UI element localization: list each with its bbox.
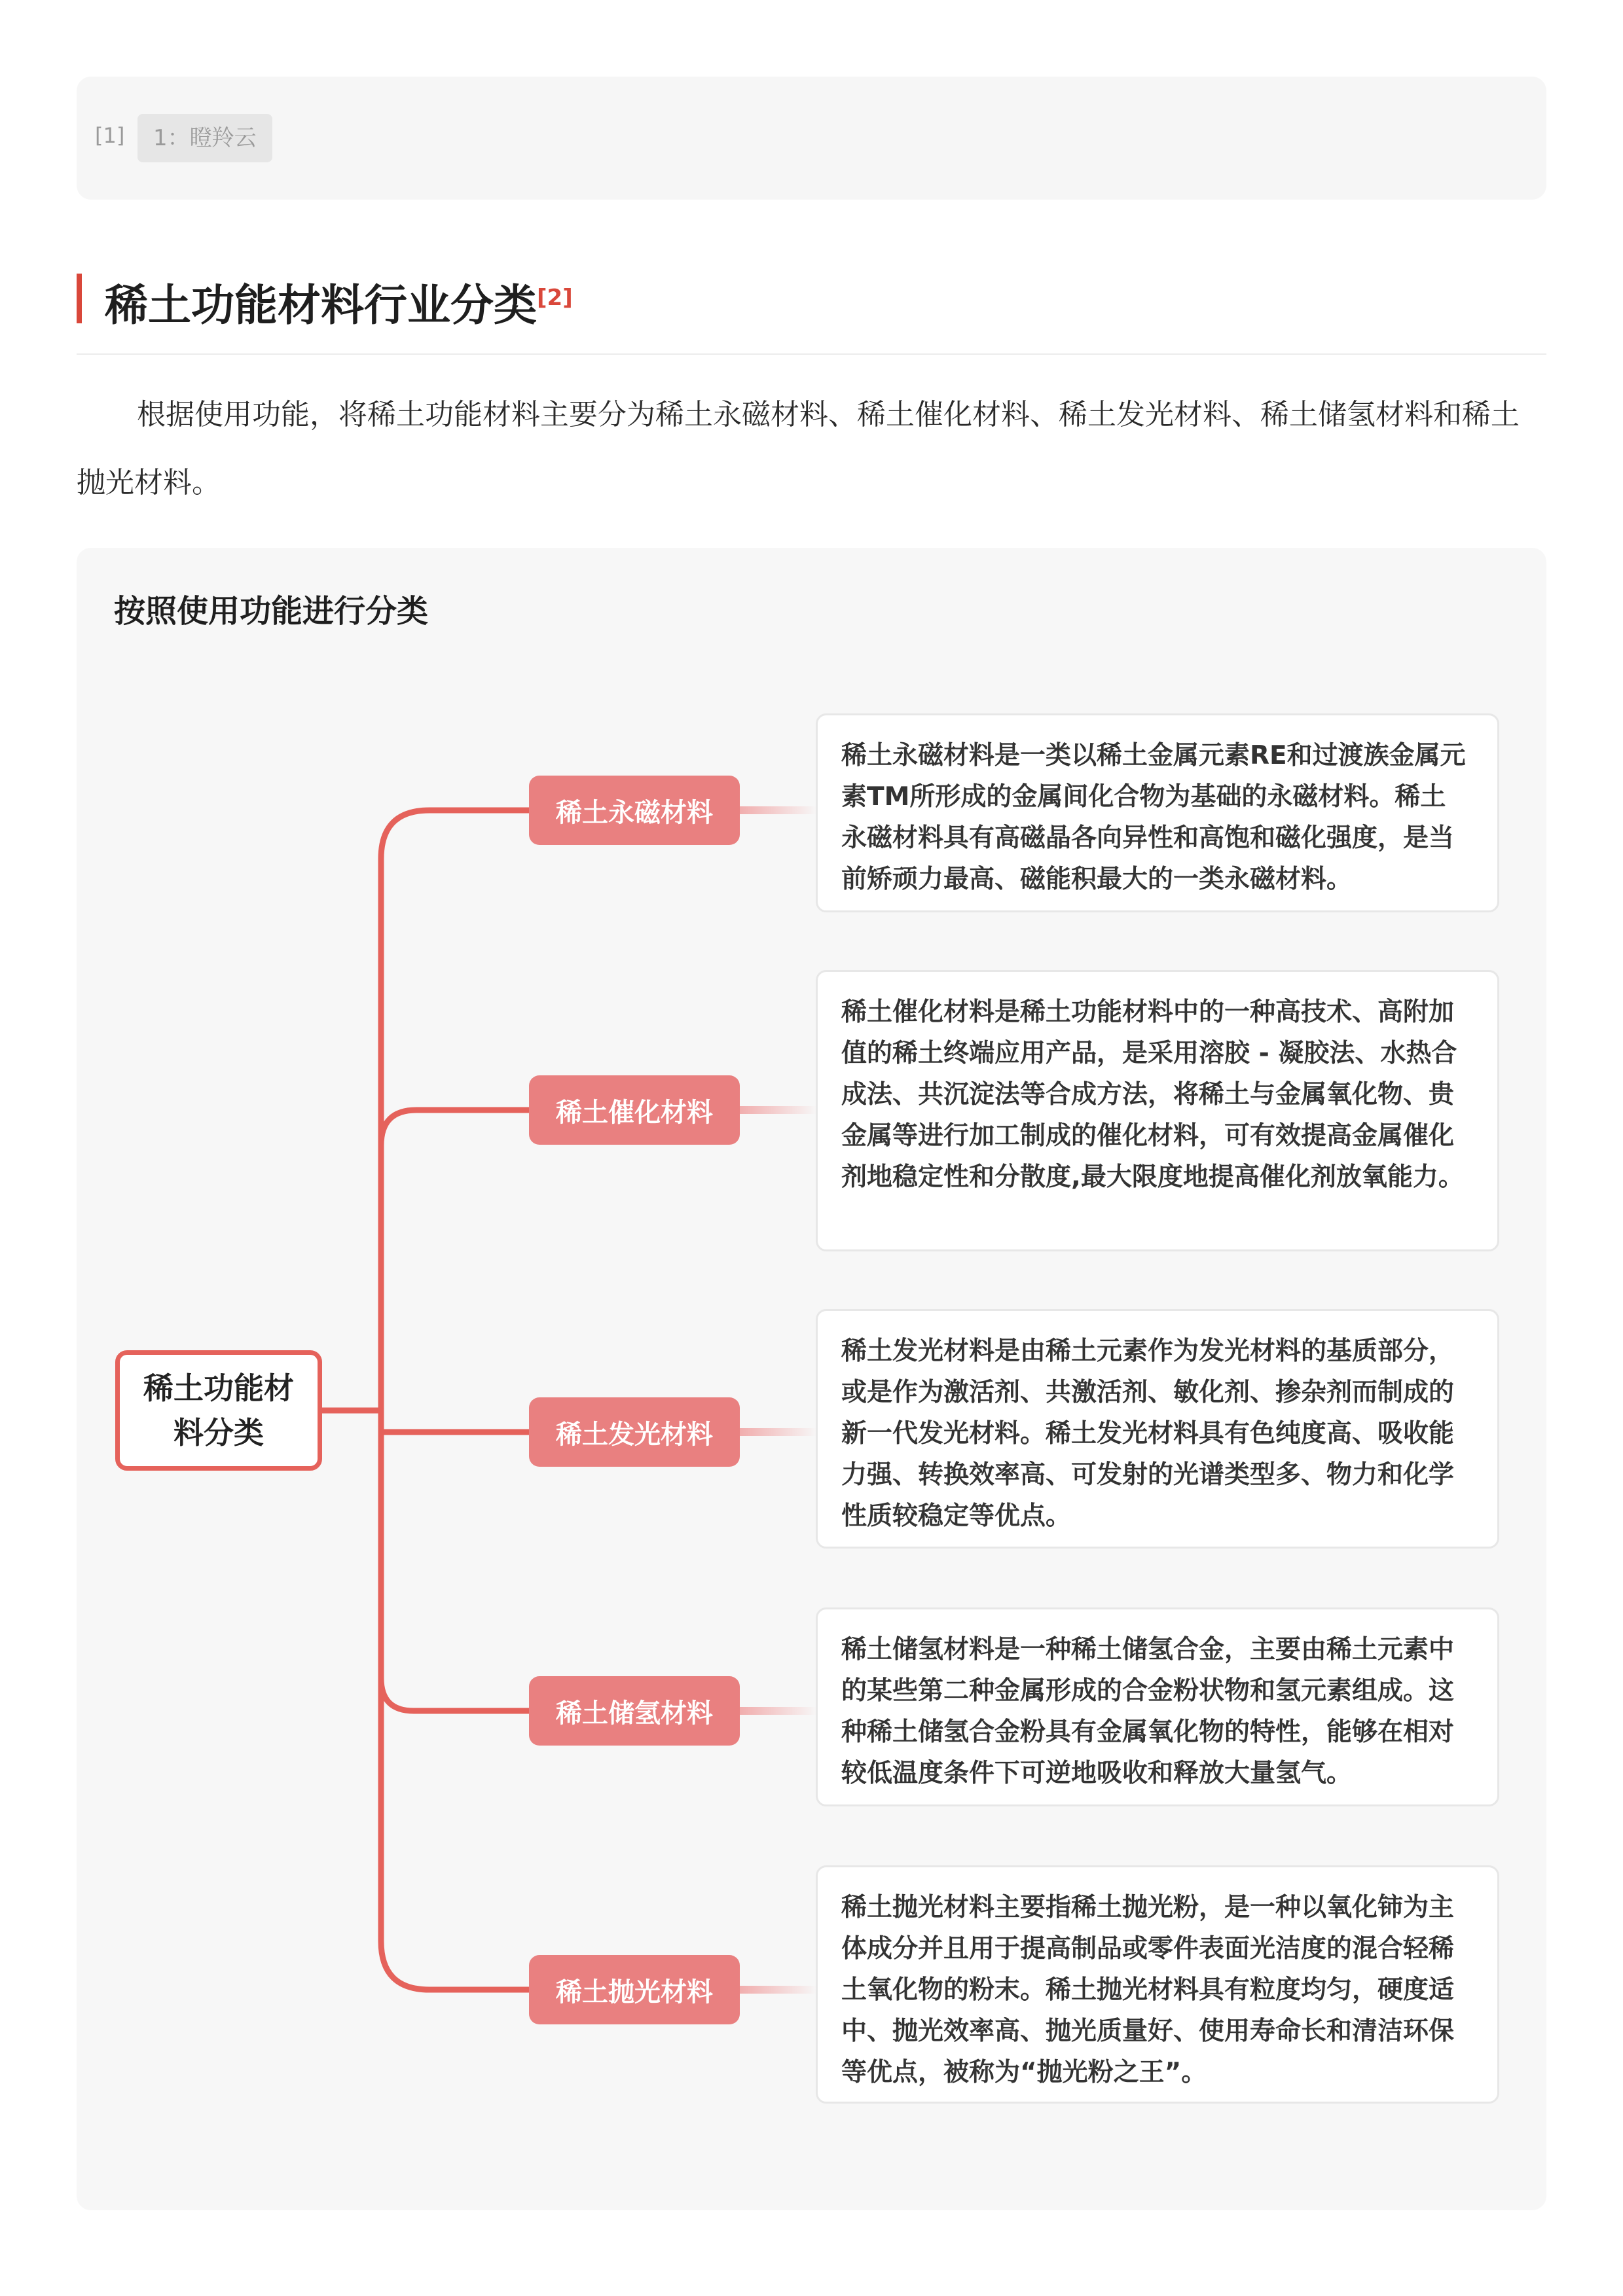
branch-node-luminescent: 稀土发光材料 xyxy=(529,1397,740,1467)
connector-branch-2 xyxy=(381,1110,529,1145)
branch-fade-5 xyxy=(740,1986,817,1994)
branch-fade-2 xyxy=(740,1106,817,1114)
desc-card-permanent-magnet: 稀土永磁材料是一类以稀土金属元素RE和过渡族金属元素TM所形成的金属间化合物为基础的永磁材料。稀土永磁材料具有高磁晶各向异性和高饱和磁化强度，是当前矫顽力最高、磁能积最大的一类永磁材料。 xyxy=(816,713,1499,912)
desc-card-hydrogen-storage: 稀土储氢材料是一种稀土储氢合金，主要由稀土元素中的某些第二种金属形成的合金粉状物和氢元素组成。这种稀土储氢合金粉具有金属氧化物的特性，能够在相对较低温度条件下可逆地吸收和释放大量氢气。 xyxy=(816,1607,1499,1806)
branch-node-catalytic: 稀土催化材料 xyxy=(529,1075,740,1145)
section-title: 稀土功能材料行业分类 xyxy=(105,280,537,331)
desc-card-catalytic: 稀土催化材料是稀土功能材料中的一种高技术、高附加值的稀土终端应用产品，是采用溶胶 - 凝胶法、水热合成法、共沉淀法等合成方法，将稀土与金属氧化物、贵金属等进行加工制成的催化材料，可有效提高金属催化剂地稳定性和分散度,最大限度地提高催化剂放氧能力。 xyxy=(816,970,1499,1251)
mindmap-root-node: 稀土功能材料分类 xyxy=(115,1350,322,1471)
branch-node-hydrogen-storage: 稀土储氢材料 xyxy=(529,1676,740,1746)
branch-node-permanent-magnet: 稀土永磁材料 xyxy=(529,776,740,845)
branch-fade-3 xyxy=(740,1428,817,1436)
panel-title: 按照使用功能进行分类 xyxy=(114,593,429,630)
section-footnote-ref[interactable]: [2] xyxy=(537,285,573,311)
desc-card-luminescent: 稀土发光材料是由稀土元素作为发光材料的基质部分，或是作为激活剂、共激活剂、敏化剂、掺杂剂而制成的新一代发光材料。稀土发光材料具有色纯度高、吸收能力强、转换效率高、可发射的光谱类型多、物力和化学性质较稳定等优点。 xyxy=(816,1309,1499,1549)
desc-card-polishing: 稀土抛光材料主要指稀土抛光粉，是一种以氧化铈为主体成分并且用于提高制品或零件表面光洁度的混合轻稀土氧化物的粉末。稀土抛光材料具有粒度均匀，硬度适中、抛光效率高、抛光质量好、使用寿命长和清洁环保等优点，被称为“抛光粉之王”。 xyxy=(816,1865,1499,2104)
source-ref: [1] xyxy=(95,123,125,148)
connector-branch-5 xyxy=(381,1410,529,1990)
source-tag[interactable]: 1：瞪羚云 xyxy=(137,114,272,162)
branch-fade-1 xyxy=(740,806,817,814)
connector-branch-4 xyxy=(381,1678,529,1711)
branch-fade-4 xyxy=(740,1707,817,1715)
branch-node-polishing: 稀土抛光材料 xyxy=(529,1955,740,2024)
intro-paragraph: 根据使用功能，将稀土功能材料主要分为稀土永磁材料、稀土催化材料、稀土发光材料、稀土储氢材料和稀土抛光材料。 xyxy=(77,398,1520,499)
